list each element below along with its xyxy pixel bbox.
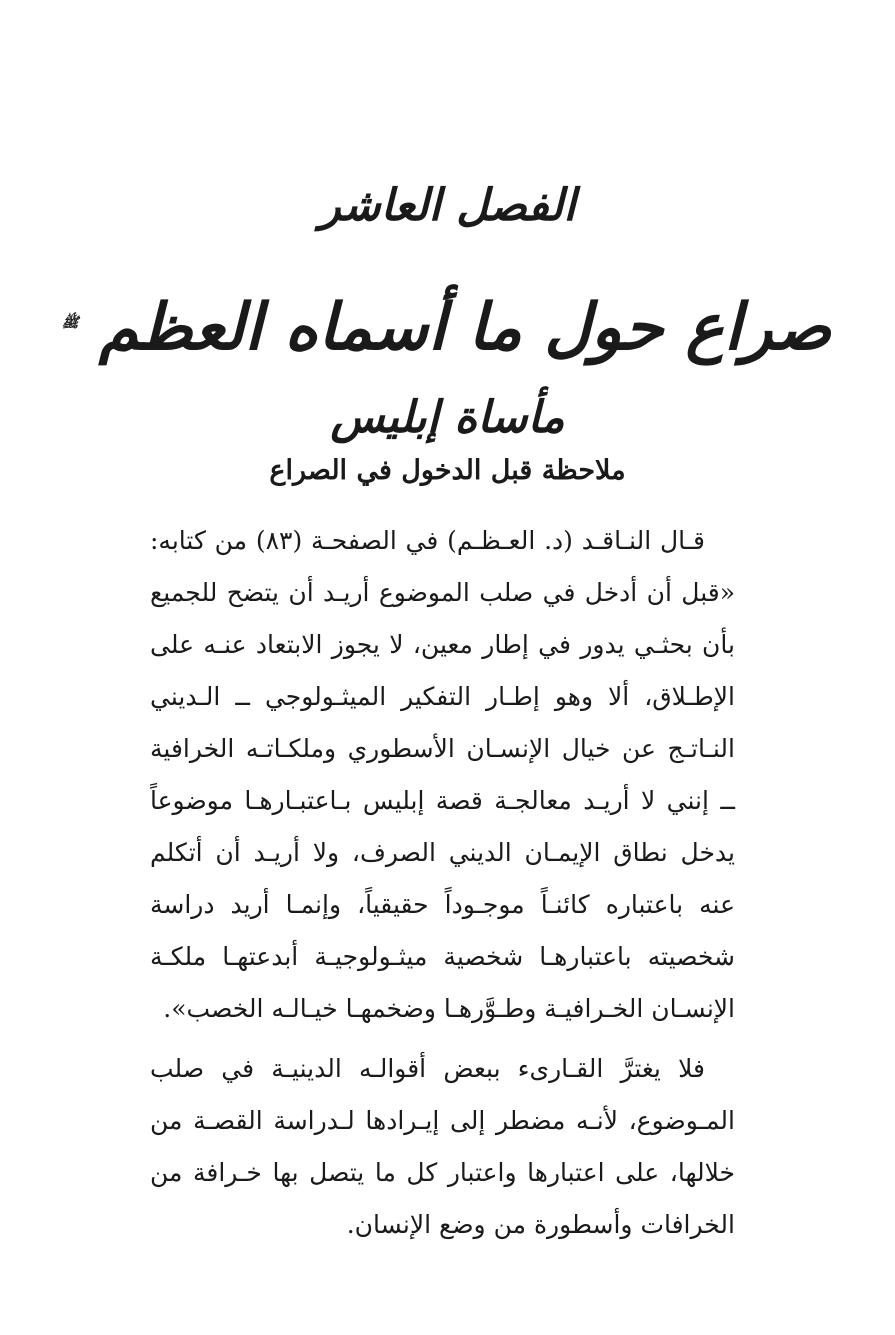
honorific-mark: ﷺ [61, 314, 79, 331]
paragraph-quote: قـال النـاقـد (د. العـظـم) في الصفحـة (٨٣) من كتابه: «قبل أن أدخل في صلب الموضوع أريـد أن يتضح للجميع بأن بحثـي يدور في إطار معين، لا يجوز الابتعاد عنـه على الإطـلاق، ألا وهو إطـار التفكير الميثـولوجي ــ الـديني النـاتـج عن خيال الإنسـان الأسطوري وملكـاتـه الخرافية ــ إنني لا أريـد معالجـة قصة إبليس بـاعتبـارهـا موضوعاً يدخل نطاق الإيمـان الديني الصرف، ولا أريـد أن أتكلم عنه باعتباره كائنـاً موجـوداً حقيقياً، وإنمـا أريد دراسة شخصيته باعتبارهـا شخصية ميثـولوجيـة أبدعتهـا ملكـة الإنسـان الخـرافيـة وطـوَّرهـا وضخمهـا خيـالـه الخصب». [150, 526, 735, 1023]
chapter-label: الفصل العاشر [319, 180, 576, 231]
body-text [150, 515, 735, 1251]
paragraph-comment: فلا يغترَّ القـارىء ببعض أقوالـه الدينيـة في صلب المـوضوع، لأنـه مضطر إلى إيـرادها لـدراسة القصـة من خلالها، على اعتبارها واعتبار كل ما يتصل بها خـرافة من الخرافات وأسطورة من وضع الإنسان. [150, 1054, 735, 1239]
chapter-subtitle: مأساة إبليس [330, 392, 565, 443]
section-heading: ملاحظة قبل الدخول في الصراع [269, 455, 626, 486]
chapter-title-text: صراع حول ما أسماه العظم [98, 290, 832, 365]
chapter-title [0, 290, 895, 367]
